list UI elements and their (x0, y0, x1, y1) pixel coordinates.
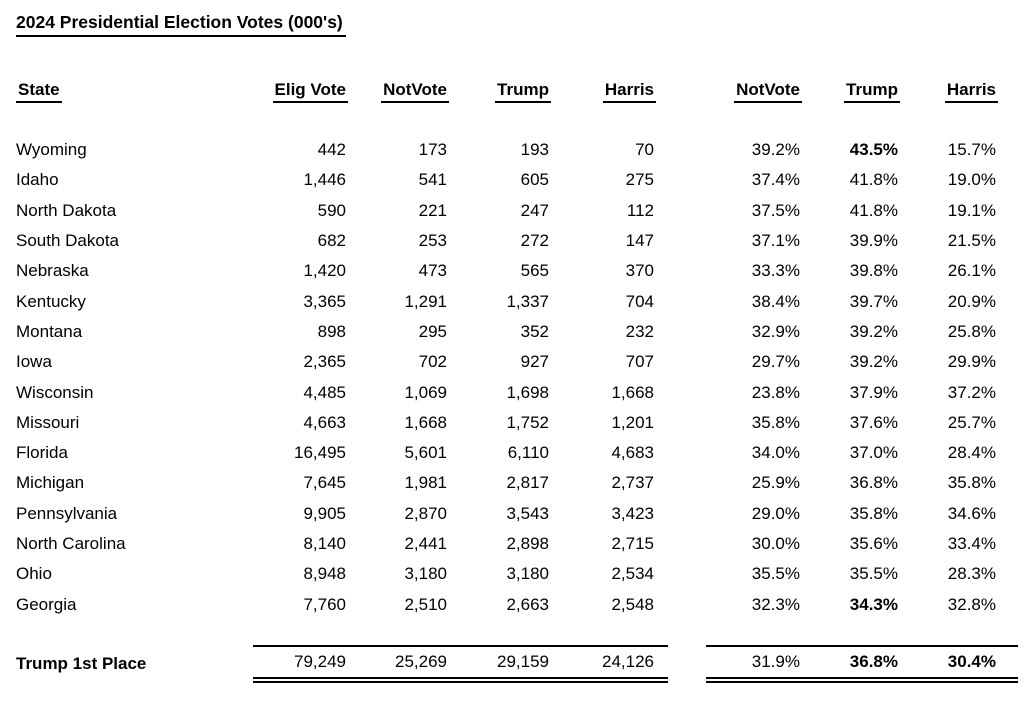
harris-pct-cell: 26.1% (947, 261, 996, 281)
trump-pct-cell: 36.8% (849, 473, 898, 493)
trump-pct-cell: 39.7% (849, 291, 898, 311)
harris-votes-cell: 1,201 (611, 412, 654, 432)
header-row (0, 79, 1024, 103)
elig-vote-cell: 898 (317, 321, 346, 341)
notvote-pct-cell: 37.4% (751, 170, 800, 190)
table-row (0, 196, 1024, 226)
totals-votes-block (253, 645, 668, 683)
trump-pct-cell: 35.8% (849, 503, 898, 523)
state-name-cell: Montana (16, 321, 83, 341)
trump-pct-cell: 41.8% (849, 200, 898, 220)
harris-votes-cell: 275 (625, 170, 654, 190)
table-row (0, 438, 1024, 468)
table-row (0, 347, 1024, 377)
trump-pct-cell: 43.5% (849, 140, 898, 160)
table-row (0, 286, 1024, 316)
trump-votes-cell: 1,698 (506, 382, 549, 402)
table-row (0, 165, 1024, 195)
notvote-pct-cell: 25.9% (751, 473, 800, 493)
state-name-cell: North Dakota (16, 200, 117, 220)
notvote-pct-cell: 35.8% (751, 412, 800, 432)
harris-votes-cell: 2,548 (611, 594, 654, 614)
state-name-cell: Ohio (16, 564, 52, 584)
state-name-cell: Iowa (16, 352, 52, 372)
elig-vote-cell: 4,485 (303, 382, 346, 402)
table-row (0, 317, 1024, 347)
elig-vote-cell: 590 (317, 200, 346, 220)
trump-votes-cell: 193 (520, 140, 549, 160)
harris-votes-cell: 1,668 (611, 382, 654, 402)
elig-vote-cell: 8,948 (303, 564, 346, 584)
state-name-cell: Idaho (16, 170, 59, 190)
state-name-cell: Wyoming (16, 140, 87, 160)
page-title-text: 2024 Presidential Election Votes (000's) (16, 12, 346, 37)
harris-pct-cell: 25.7% (947, 412, 996, 432)
harris-votes-cell: 370 (625, 261, 654, 281)
state-name-cell: Georgia (16, 594, 77, 614)
notvote-pct-cell: 39.2% (751, 140, 800, 160)
col-header-elig-vote: Elig Vote (256, 80, 346, 103)
elig-vote-cell: 16,495 (294, 443, 346, 463)
notvote-cell: 702 (418, 352, 447, 372)
harris-pct-cell: 33.4% (947, 534, 996, 553)
notvote-pct-cell: 34.0% (751, 443, 800, 463)
trump-votes-cell: 247 (520, 200, 549, 220)
state-name-cell: Missouri (16, 412, 80, 432)
col-header-trump: Trump (447, 80, 549, 103)
elig-vote-cell: 442 (317, 140, 346, 160)
totals-trump-votes: 29,159 (497, 652, 549, 671)
trump-pct-cell: 41.8% (849, 170, 898, 190)
elig-vote-cell: 1,446 (303, 170, 346, 190)
elig-vote-cell: 1,420 (303, 261, 346, 281)
notvote-cell: 253 (418, 231, 447, 251)
trump-votes-cell: 2,663 (506, 594, 549, 614)
totals-trump-pct: 36.8% (849, 652, 898, 671)
col-header-state: State (0, 80, 256, 103)
trump-votes-cell: 2,817 (506, 473, 549, 493)
trump-pct-cell: 37.0% (849, 443, 898, 463)
trump-votes-cell: 272 (520, 231, 549, 251)
harris-pct-cell: 25.8% (947, 321, 996, 341)
harris-pct-cell: 28.3% (947, 564, 996, 584)
totals-gap (668, 645, 706, 683)
page-title (16, 12, 346, 37)
trump-votes-cell: 1,337 (506, 291, 549, 311)
notvote-cell: 3,180 (404, 564, 447, 584)
harris-votes-cell: 707 (625, 352, 654, 372)
notvote-cell: 173 (418, 140, 447, 160)
harris-votes-cell: 2,715 (611, 534, 654, 553)
trump-pct-cell: 39.2% (849, 352, 898, 372)
trump-votes-cell: 1,752 (506, 412, 549, 432)
trump-pct-cell: 37.9% (849, 382, 898, 402)
trump-votes-cell: 3,543 (506, 503, 549, 523)
col-header-notvote-pct: NotVote (710, 80, 800, 103)
elig-vote-cell: 8,140 (303, 534, 346, 553)
table-row (0, 226, 1024, 256)
notvote-cell: 1,668 (404, 412, 447, 432)
state-name-cell: Kentucky (16, 291, 86, 311)
trump-votes-cell: 6,110 (507, 443, 549, 463)
trump-pct-cell: 39.2% (849, 321, 898, 341)
trump-pct-cell: 34.3% (849, 594, 898, 614)
totals-elig-vote: 79,249 (294, 652, 346, 671)
elig-vote-cell: 682 (317, 231, 346, 251)
notvote-pct-cell: 23.8% (751, 382, 800, 402)
notvote-pct-cell: 35.5% (751, 564, 800, 584)
harris-pct-cell: 29.9% (947, 352, 996, 372)
notvote-cell: 5,601 (404, 443, 447, 463)
notvote-cell: 1,981 (404, 473, 447, 493)
totals-row (0, 645, 1024, 683)
trump-pct-cell: 35.5% (849, 564, 898, 584)
trump-votes-cell: 3,180 (506, 564, 549, 584)
harris-votes-cell: 4,683 (611, 443, 654, 463)
harris-votes-cell: 112 (626, 200, 654, 220)
col-header-harris: Harris (549, 80, 654, 103)
trump-pct-cell: 39.8% (849, 261, 898, 281)
table-row (0, 559, 1024, 589)
harris-votes-cell: 70 (635, 140, 654, 160)
totals-harris-pct: 30.4% (947, 652, 996, 671)
notvote-cell: 295 (418, 321, 447, 341)
notvote-cell: 541 (418, 170, 447, 190)
trump-votes-cell: 352 (520, 321, 549, 341)
harris-votes-cell: 3,423 (611, 503, 654, 523)
totals-pct-block (706, 645, 1018, 683)
state-name-cell: Pennsylvania (16, 503, 118, 523)
harris-votes-cell: 232 (625, 321, 654, 341)
state-name-cell: South Dakota (16, 231, 120, 251)
table-row (0, 408, 1024, 438)
col-header-trump-pct: Trump (800, 80, 898, 103)
notvote-cell: 2,510 (404, 594, 447, 614)
table-row (0, 529, 1024, 559)
trump-pct-cell: 35.6% (849, 534, 898, 553)
harris-votes-cell: 2,534 (611, 564, 654, 584)
notvote-cell: 2,441 (404, 534, 447, 553)
notvote-pct-cell: 38.4% (751, 291, 800, 311)
harris-votes-cell: 147 (625, 231, 654, 251)
notvote-cell: 473 (418, 261, 447, 281)
totals-notvote-pct: 31.9% (751, 652, 800, 671)
trump-votes-cell: 565 (520, 261, 549, 281)
harris-pct-cell: 20.9% (947, 291, 996, 311)
table-row (0, 377, 1024, 407)
harris-pct-cell: 15.7% (947, 140, 996, 160)
table-row (0, 135, 1024, 165)
notvote-pct-cell: 29.7% (751, 352, 800, 372)
notvote-pct-cell: 29.0% (751, 503, 800, 523)
table-row (0, 468, 1024, 498)
elig-vote-cell: 7,645 (303, 473, 346, 493)
harris-pct-cell: 37.2% (947, 382, 996, 402)
notvote-pct-cell: 37.1% (751, 231, 800, 251)
notvote-cell: 1,291 (404, 291, 447, 311)
totals-label: Trump 1st Place (16, 654, 147, 673)
table-row (0, 589, 1024, 619)
harris-pct-cell: 21.5% (947, 231, 996, 251)
col-header-notvote: NotVote (346, 80, 447, 103)
state-name-cell: North Carolina (16, 534, 126, 553)
notvote-pct-cell: 37.5% (751, 200, 800, 220)
trump-votes-cell: 2,898 (506, 534, 549, 553)
elig-vote-cell: 9,905 (303, 503, 346, 523)
trump-votes-cell: 927 (520, 352, 549, 372)
harris-pct-cell: 19.0% (947, 170, 996, 190)
elig-vote-cell: 4,663 (303, 412, 346, 432)
harris-pct-cell: 34.6% (947, 503, 996, 523)
trump-pct-cell: 37.6% (849, 412, 898, 432)
state-name-cell: Michigan (16, 473, 85, 493)
table-row (0, 499, 1024, 529)
elig-vote-cell: 3,365 (303, 291, 346, 311)
totals-harris-votes: 24,126 (602, 652, 654, 671)
harris-votes-cell: 704 (625, 291, 654, 311)
elig-vote-cell: 7,760 (303, 594, 346, 614)
col-header-harris-pct: Harris (898, 80, 996, 103)
notvote-cell: 2,870 (404, 503, 447, 523)
harris-pct-cell: 35.8% (947, 473, 996, 493)
totals-notvote: 25,269 (395, 652, 447, 671)
trump-pct-cell: 39.9% (849, 231, 898, 251)
state-rows (0, 135, 1024, 620)
notvote-pct-cell: 32.9% (751, 321, 800, 341)
state-name-cell: Florida (16, 443, 68, 463)
state-name-cell: Wisconsin (16, 382, 94, 402)
elig-vote-cell: 2,365 (303, 352, 346, 372)
harris-pct-cell: 28.4% (947, 443, 996, 463)
harris-pct-cell: 32.8% (947, 594, 996, 614)
table-row (0, 256, 1024, 286)
harris-pct-cell: 19.1% (947, 200, 996, 220)
notvote-cell: 221 (418, 200, 447, 220)
notvote-pct-cell: 32.3% (751, 594, 800, 614)
notvote-cell: 1,069 (404, 382, 447, 402)
harris-votes-cell: 2,737 (611, 473, 654, 493)
notvote-pct-cell: 33.3% (751, 261, 800, 281)
notvote-pct-cell: 30.0% (751, 534, 800, 553)
trump-votes-cell: 605 (520, 170, 549, 190)
state-name-cell: Nebraska (16, 261, 89, 281)
